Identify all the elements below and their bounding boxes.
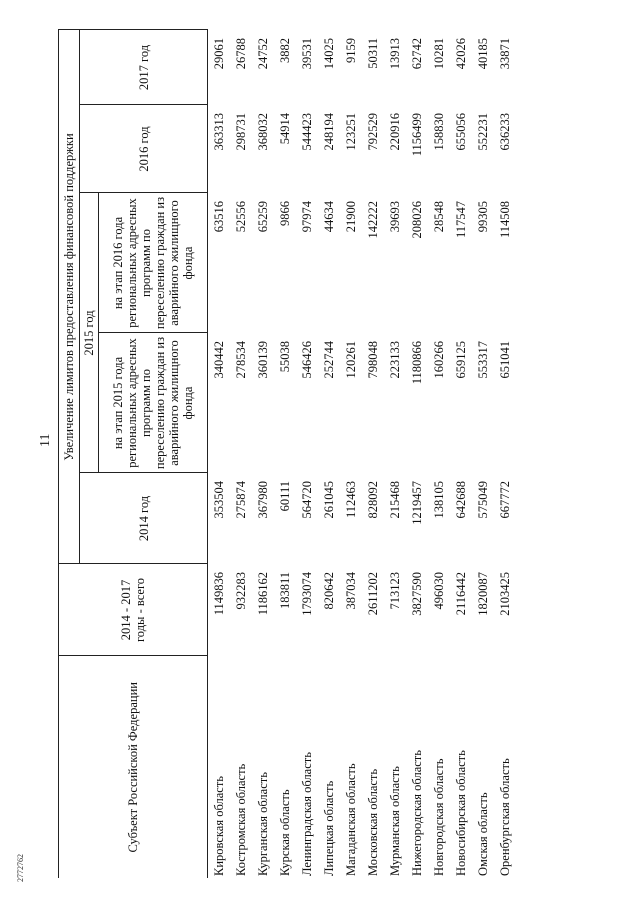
table-row <box>208 30 231 878</box>
value-stage-2016: 63516 <box>211 201 226 233</box>
value-2014: 60111 <box>277 481 292 512</box>
value-stage-2015: 278534 <box>233 341 248 379</box>
total-value: 932283 <box>233 572 248 610</box>
total-value: 2611202 <box>365 572 380 616</box>
value-2017: 14025 <box>321 37 336 70</box>
value-2017: 10281 <box>431 37 446 70</box>
group-header: Увеличение лимитов предоставления финансовой поддержки <box>59 30 80 564</box>
region-name: Липецкая область <box>321 780 336 876</box>
value-2016: 123251 <box>343 113 358 151</box>
value-2016: 655056 <box>453 113 468 151</box>
stage-2016-header: на этап 2016 года региональных адресных программ по переселению граждан из аварийного жилищного фонда <box>99 193 208 333</box>
table-row <box>296 30 318 878</box>
value-stage-2015: 252744 <box>321 341 336 379</box>
value-2017: 62742 <box>409 37 424 70</box>
value-stage-2016: 28548 <box>431 201 446 233</box>
total-value: 1793074 <box>299 572 314 616</box>
value-stage-2015: 360139 <box>255 341 270 379</box>
total-value: 820642 <box>321 572 336 610</box>
value-2014: 138105 <box>431 481 446 519</box>
table-row <box>472 30 494 878</box>
subject-header: Субъект Российской Федерации <box>59 656 208 878</box>
total-value: 3827590 <box>409 572 424 616</box>
value-2016: 552231 <box>475 113 490 151</box>
stage-2015-header: на этап 2015 года региональных адресных программ по переселению граждан из аварийного жилищного фонда <box>99 333 208 473</box>
table-header <box>59 30 208 878</box>
value-2016: 248194 <box>321 113 336 151</box>
table-row <box>428 30 450 878</box>
region-name: Курская область <box>277 789 292 876</box>
region-name: Нижегородская область <box>409 750 424 876</box>
value-stage-2016: 97974 <box>299 201 314 233</box>
value-2016: 158830 <box>431 113 446 151</box>
value-stage-2015: 120261 <box>343 341 358 379</box>
total-value: 387034 <box>343 572 358 610</box>
value-2016: 544423 <box>299 113 314 151</box>
value-stage-2015: 659125 <box>453 341 468 379</box>
value-2016: 368032 <box>255 113 270 151</box>
table-row <box>252 30 274 878</box>
total-value: 496030 <box>431 572 446 610</box>
value-stage-2016: 9866 <box>277 201 292 226</box>
value-stage-2016: 114508 <box>497 201 512 239</box>
table-row <box>494 30 516 878</box>
value-stage-2016: 117547 <box>453 201 468 239</box>
value-2016: 220916 <box>387 113 402 151</box>
value-2017: 29061 <box>211 37 226 70</box>
total-value: 2116442 <box>453 572 468 616</box>
table-row <box>318 30 340 878</box>
region-name: Магаданская область <box>343 763 358 876</box>
value-stage-2015: 798048 <box>365 341 380 379</box>
value-2014: 275874 <box>233 481 248 519</box>
value-2014: 828092 <box>365 481 380 519</box>
region-name: Мурманская область <box>387 766 402 876</box>
value-2017: 24752 <box>255 37 270 70</box>
value-2014: 575049 <box>475 481 490 519</box>
total-value: 1186162 <box>255 572 270 616</box>
value-2017: 42026 <box>453 37 468 70</box>
value-stage-2015: 553317 <box>475 341 490 379</box>
table-row <box>362 30 384 878</box>
table-row <box>230 30 252 878</box>
value-2017: 13913 <box>387 37 402 70</box>
value-2014: 112463 <box>343 481 358 519</box>
table-body <box>208 30 517 878</box>
value-2017: 40185 <box>475 37 490 70</box>
region-name: Курганская область <box>255 772 270 876</box>
value-2016: 298731 <box>233 113 248 151</box>
value-2016: 54914 <box>277 113 292 145</box>
value-stage-2016: 52556 <box>233 201 248 233</box>
value-stage-2016: 65259 <box>255 201 270 233</box>
value-stage-2016: 208026 <box>409 201 424 239</box>
value-2017: 3882 <box>277 37 292 63</box>
table-row <box>384 30 406 878</box>
value-stage-2016: 39693 <box>387 201 402 233</box>
value-2017: 9159 <box>343 37 358 63</box>
value-stage-2015: 340442 <box>211 341 226 379</box>
value-stage-2015: 651041 <box>497 341 512 379</box>
region-name: Новосибирская область <box>453 750 468 876</box>
value-2017: 50311 <box>365 37 380 69</box>
value-2016: 363313 <box>211 113 226 151</box>
region-name: Ленинградская область <box>299 752 314 876</box>
table-row <box>406 30 428 878</box>
year-2016-header: 2016 год <box>80 105 208 193</box>
value-2014: 215468 <box>387 481 402 519</box>
value-stage-2015: 546426 <box>299 341 314 379</box>
value-stage-2015: 1180866 <box>409 341 424 385</box>
table-row <box>340 30 362 878</box>
year-2015-header: 2015 год <box>80 193 99 473</box>
value-2014: 353504 <box>211 481 226 519</box>
year-2014-header: 2014 год <box>80 473 208 564</box>
finance-limits-table <box>58 29 516 878</box>
value-2014: 367980 <box>255 481 270 519</box>
region-name: Костромская область <box>233 763 248 876</box>
total-value: 1820087 <box>475 572 490 616</box>
value-stage-2016: 142222 <box>365 201 380 239</box>
value-stage-2016: 99305 <box>475 201 490 233</box>
value-2016: 1156499 <box>409 113 424 157</box>
value-stage-2016: 21900 <box>343 201 358 233</box>
total-header: 2014 - 2017 годы - всего <box>59 564 208 656</box>
value-2014: 564720 <box>299 481 314 519</box>
total-value: 183811 <box>277 572 292 610</box>
value-2014: 642688 <box>453 481 468 519</box>
value-stage-2015: 223133 <box>387 341 402 379</box>
document-code: 2772762 <box>16 854 25 882</box>
year-2017-header: 2017 год <box>80 30 208 105</box>
value-2014: 1219457 <box>409 481 424 525</box>
region-name: Оренбургская область <box>497 758 512 876</box>
value-2014: 261045 <box>321 481 336 519</box>
value-2017: 26788 <box>233 37 248 70</box>
value-stage-2015: 160266 <box>431 341 446 379</box>
value-stage-2015: 55038 <box>277 341 292 373</box>
total-value: 1149836 <box>211 572 226 616</box>
total-value: 713123 <box>387 572 402 610</box>
table-row <box>450 30 472 878</box>
value-2017: 33871 <box>497 37 512 70</box>
value-2017: 39531 <box>299 37 314 70</box>
total-value: 2103425 <box>497 572 512 616</box>
table-row <box>274 30 296 878</box>
value-2016: 792529 <box>365 113 380 151</box>
rotated-table-wrapper <box>58 30 512 878</box>
value-2014: 667772 <box>497 481 512 519</box>
region-name: Омская область <box>475 792 490 876</box>
region-name: Новгородская область <box>431 758 446 876</box>
value-2016: 636233 <box>497 113 512 151</box>
region-name: Кировская область <box>211 775 226 876</box>
page-number: 11 <box>38 433 53 447</box>
region-name: Московская область <box>365 768 380 876</box>
value-stage-2016: 44634 <box>321 201 336 233</box>
